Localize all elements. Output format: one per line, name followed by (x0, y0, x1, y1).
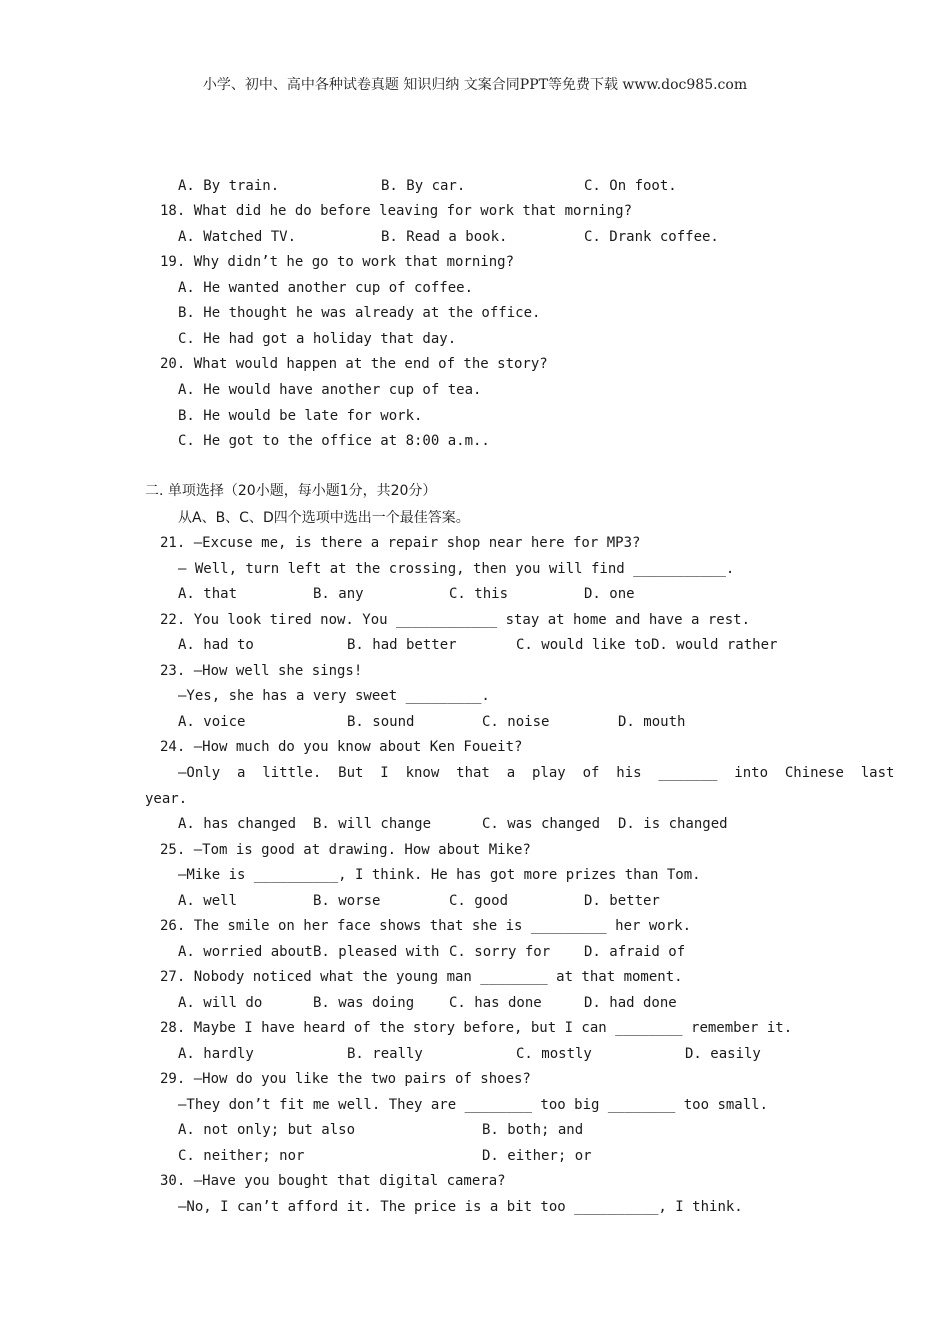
q19-option-b: B. He thought he was already at the office. (178, 305, 541, 321)
q29-stem: 29. —How do you like the two pairs of shoes? (160, 1071, 531, 1087)
q19-option-c: C. He had got a holiday that day. (178, 331, 457, 347)
q22-stem: 22. You look tired now. You ____________ stay at home and have a rest. (160, 612, 751, 628)
q19-stem: 19. Why didn’t he go to work that morning? (160, 254, 515, 270)
q23-option-b: B. sound (347, 714, 415, 730)
q26-option-d: D. afraid of (584, 944, 686, 960)
q24-stem: 24. —How much do you know about Ken Foueit? (160, 739, 523, 755)
q17-option-c: C. On foot. (584, 178, 677, 194)
q18-option-b: B. Read a book. (381, 229, 508, 245)
q23-option-d: D. mouth (618, 714, 686, 730)
q27-stem: 27. Nobody noticed what the young man ________ at that moment. (160, 969, 683, 985)
q27-option-b: B. was doing (313, 995, 415, 1011)
q25-option-a: A. well (178, 893, 238, 909)
q17-option-b: B. By car. (381, 178, 466, 194)
q28-option-c: C. mostly (516, 1046, 592, 1062)
q21-option-b: B. any (313, 586, 364, 602)
q29-option-c: C. neither; nor (178, 1148, 305, 1164)
q28-option-a: A. hardly (178, 1046, 254, 1062)
q28-option-d: D. easily (685, 1046, 761, 1062)
q29-option-d: D. either; or (482, 1148, 592, 1164)
page-header: 小学、初中、高中各种试卷真题 知识归纳 文案合同PPT等免费下载 www.doc985.com (202, 77, 748, 93)
q26-stem: 26. The smile on her face shows that she is _________ her work. (160, 918, 692, 934)
q25-option-c: C. good (449, 893, 509, 909)
q30-line2: —No, I can’t afford it. The price is a bit too __________, I think. (178, 1199, 743, 1215)
q22-option-c: C. would like to (516, 637, 651, 653)
q17-option-a: A. By train. (178, 178, 280, 194)
q22-option-b: B. had better (347, 637, 457, 653)
q21-stem: 21. —Excuse me, is there a repair shop near here for MP3? (160, 535, 641, 551)
q30-stem: 30. —Have you bought that digital camera? (160, 1173, 506, 1189)
q23-line2: —Yes, she has a very sweet _________. (178, 688, 490, 704)
q19-option-a: A. He wanted another cup of coffee. (178, 280, 474, 296)
q21-option-a: A. that (178, 586, 238, 602)
q23-option-c: C. noise (482, 714, 550, 730)
q29-option-a: A. not only; but also (178, 1122, 356, 1138)
q27-option-a: A. will do (178, 995, 263, 1011)
q20-option-a: A. He would have another cup of tea. (178, 382, 482, 398)
q26-option-a: A. worried about (178, 944, 313, 960)
q24-line2: —Only a little. But I know that a play of his _______ into Chinese last (178, 765, 895, 781)
q22-option-d: D. would rather (651, 637, 778, 653)
section-title: 二. 单项选择（20小题，每小题1分，共20分） (145, 483, 437, 499)
q21-option-c: C. this (449, 586, 509, 602)
q25-option-b: B. worse (313, 893, 381, 909)
q26-option-b: B. pleased with (313, 944, 440, 960)
q24-option-c: C. was changed (482, 816, 601, 832)
q21-option-d: D. one (584, 586, 635, 602)
q28-stem: 28. Maybe I have heard of the story before, but I can ________ remember it. (160, 1020, 793, 1036)
q25-line2: —Mike is __________, I think. He has got more prizes than Tom. (178, 867, 701, 883)
q23-option-a: A. voice (178, 714, 246, 730)
q24-option-b: B. will change (313, 816, 432, 832)
q25-stem: 25. —Tom is good at drawing. How about Mike? (160, 842, 531, 858)
q23-stem: 23. —How well she sings! (160, 663, 363, 679)
q18-option-a: A. Watched TV. (178, 229, 297, 245)
q20-option-b: B. He would be late for work. (178, 408, 423, 424)
q24-line3: year. (145, 791, 188, 807)
q28-option-b: B. really (347, 1046, 423, 1062)
q20-stem: 20. What would happen at the end of the story? (160, 356, 548, 372)
q29-line2: —They don’t fit me well. They are ________ too big ________ too small. (178, 1097, 769, 1113)
q25-option-d: D. better (584, 893, 660, 909)
q26-option-c: C. sorry for (449, 944, 551, 960)
q24-option-d: D. is changed (618, 816, 728, 832)
q22-option-a: A. had to (178, 637, 254, 653)
q27-option-d: D. had done (584, 995, 677, 1011)
q27-option-c: C. has done (449, 995, 542, 1011)
q24-option-a: A. has changed (178, 816, 297, 832)
q20-option-c: C. He got to the office at 8:00 a.m.. (178, 433, 490, 449)
q18-option-c: C. Drank coffee. (584, 229, 719, 245)
q21-line2: — Well, turn left at the crossing, then you will find ___________. (178, 561, 735, 577)
q29-option-b: B. both; and (482, 1122, 584, 1138)
section-instruction: 从A、B、C、D四个选项中选出一个最佳答案。 (178, 510, 470, 526)
q18-stem: 18. What did he do before leaving for work that morning? (160, 203, 633, 219)
